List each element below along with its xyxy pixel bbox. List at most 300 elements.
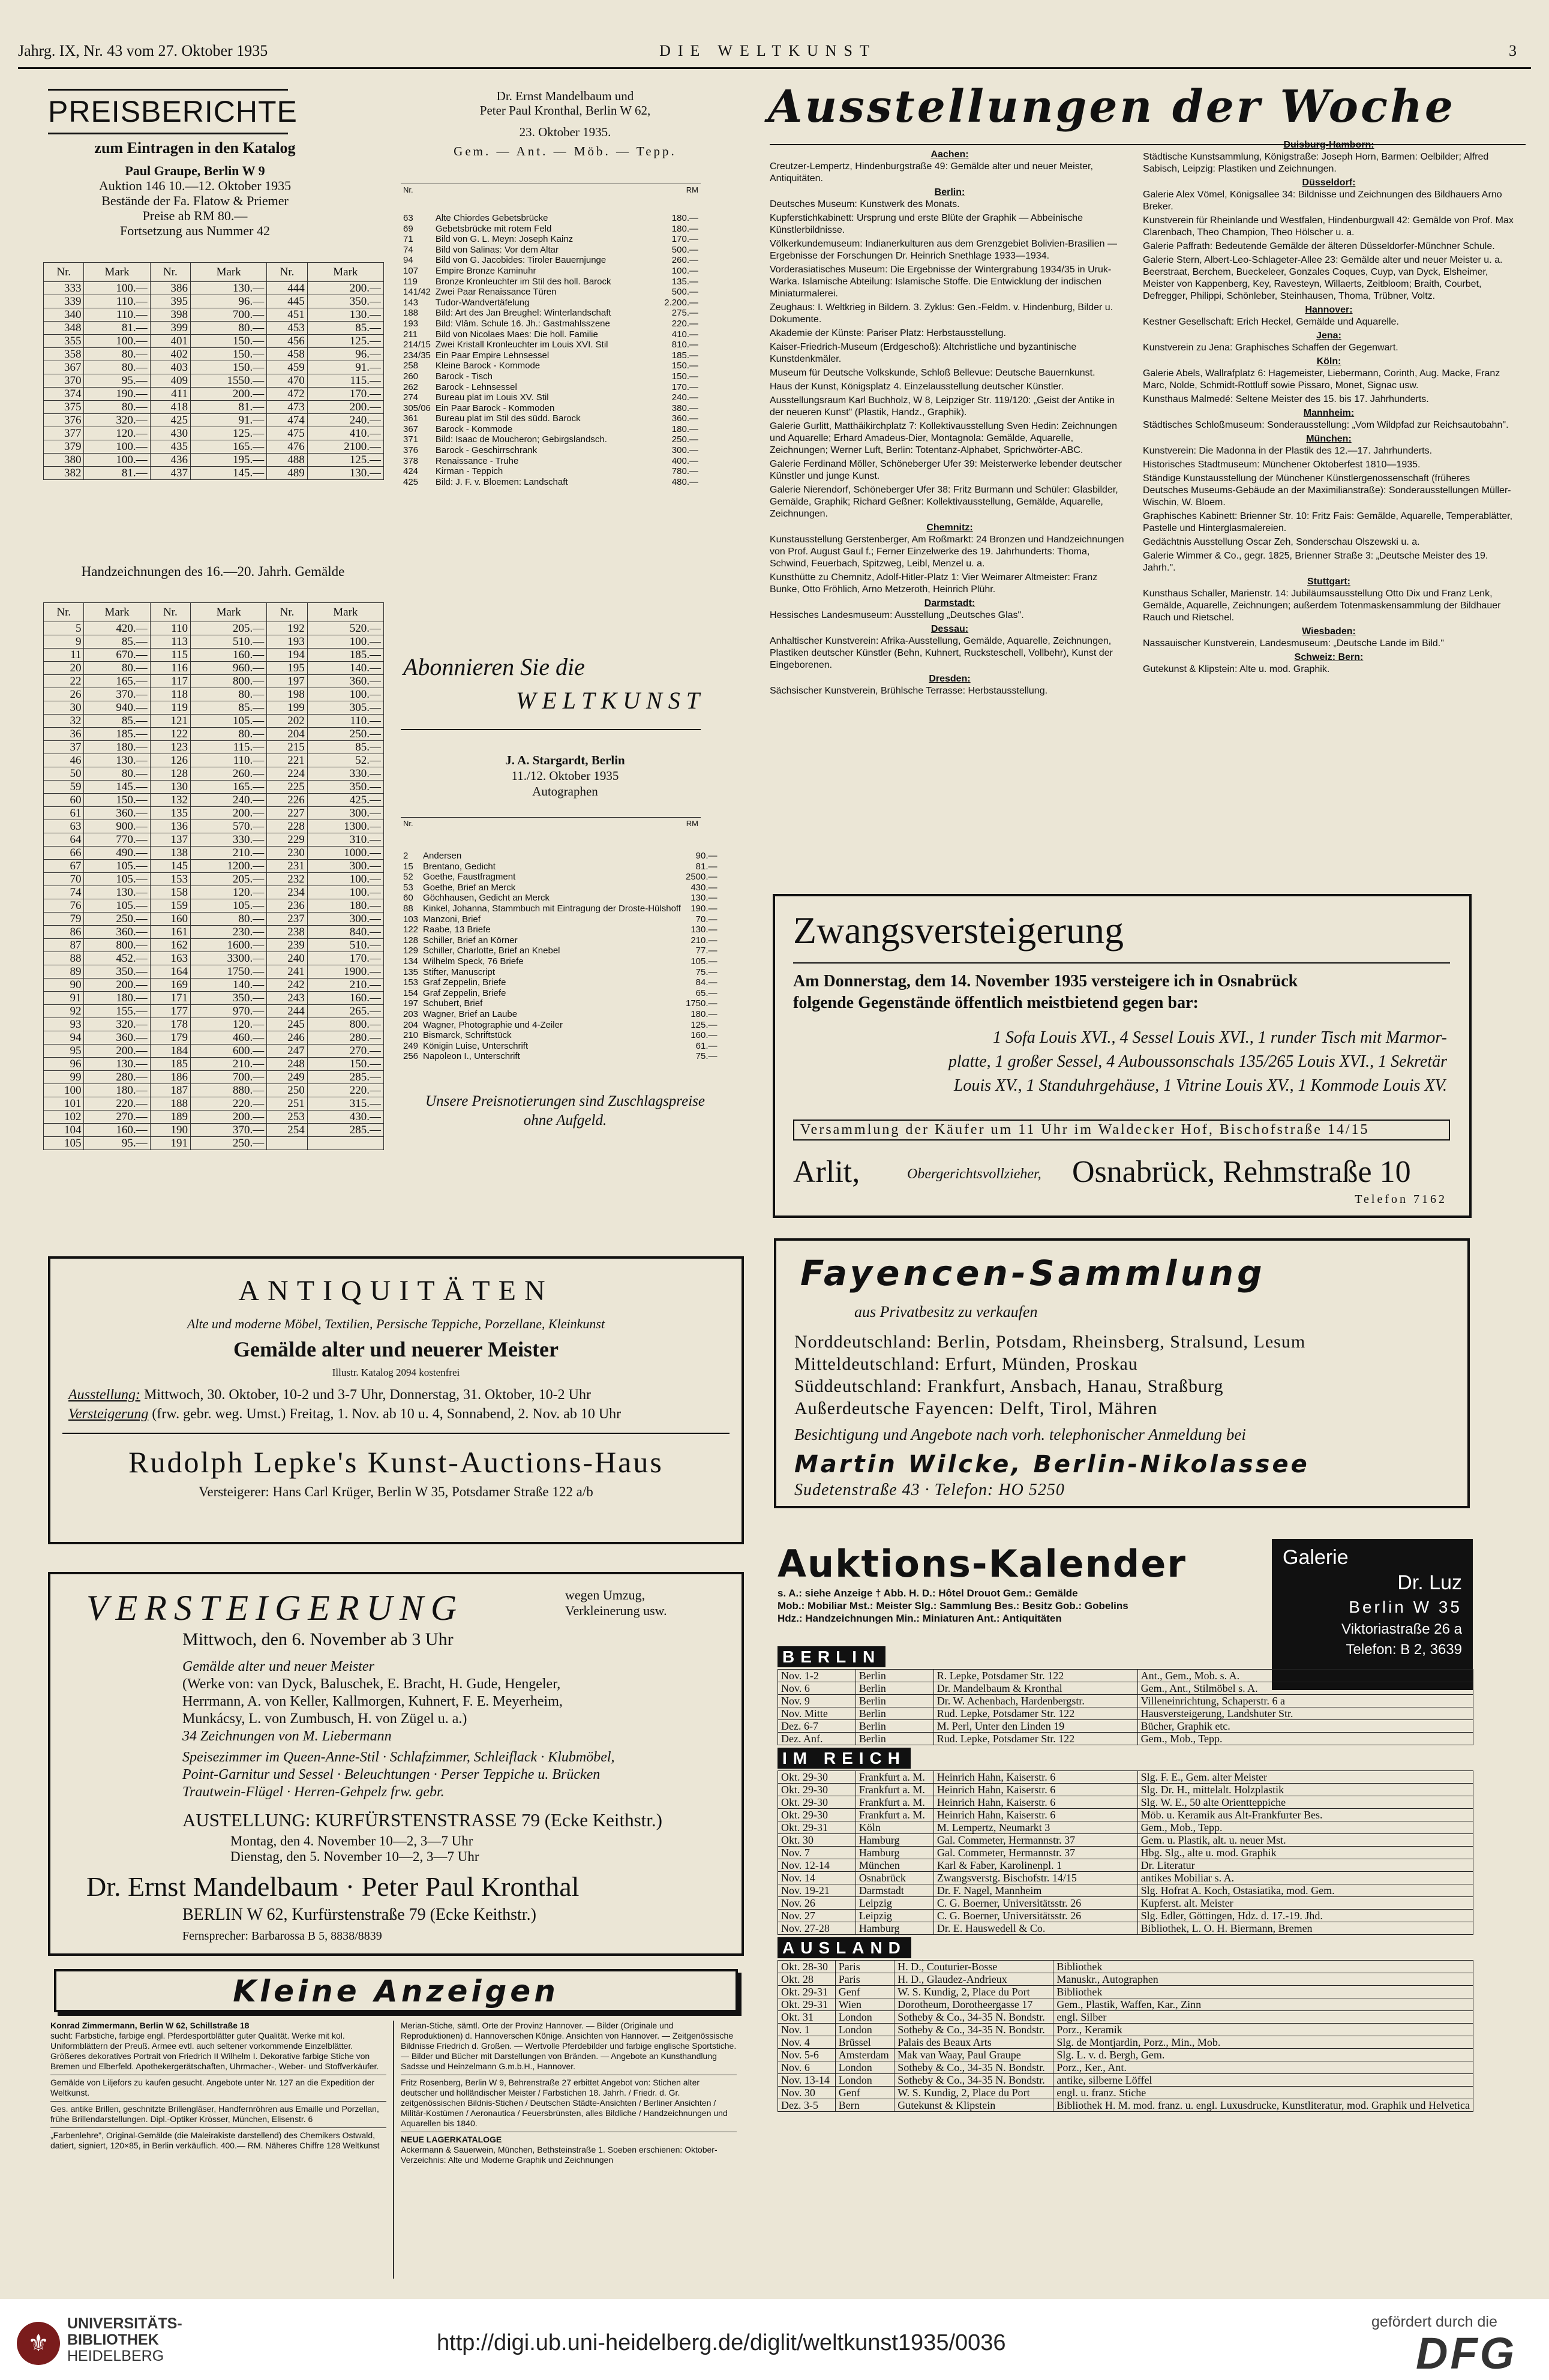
table-cell: 104	[44, 1124, 84, 1137]
lot-price: 84.—	[695, 977, 718, 988]
lot-number: 188	[403, 308, 419, 319]
lot-desc: Empire Bronze Kaminuhr	[435, 265, 536, 276]
table-cell: 180.—	[84, 992, 150, 1005]
list-item	[401, 382, 701, 393]
lot-desc: Zwei Paar Renaissance Türen	[435, 287, 557, 298]
klein-entry: Fritz Rosenberg, Berlin W 9, Behrenstraße 27 erbittet Angebot von: Stichen alter deutscher und holländischer Meister / Farbstichen 18. Jahrh. / Friedr. d. Gr. zeitgenössischen Bildnis-Stichen / Deutschen Städte-Ansichten / Berliner Ansichten / Militär-Kostümen / Aeronautica / Feuersbrünsten, alles Bildliche / Handzeichnungen und Aquarellen bis 1840.	[401, 2075, 737, 2129]
lot-price: 400.—	[671, 455, 698, 466]
table-row	[44, 1071, 384, 1084]
klein-title: Kleine Anzeigen	[233, 1974, 559, 2009]
lot-price: 135.—	[671, 276, 698, 287]
starg-h1: J. A. Stargardt, Berlin	[505, 753, 625, 767]
table-cell: 115.—	[307, 374, 383, 388]
table-row	[778, 2036, 1473, 2049]
list-item	[401, 977, 720, 988]
table-cell: Porz., Ker., Ant.	[1053, 2061, 1473, 2074]
fay-name: Martin Wilcke, Berlin-Nikolassee	[794, 1451, 1310, 1478]
lot-price: 180.—	[691, 1009, 718, 1019]
lot-desc: Manzoni, Brief	[423, 914, 481, 925]
table-cell: Berlin	[855, 1670, 933, 1682]
exhibition-entry: Kestner Gesellschaft: Erich Heckel, Gemälde und Aquarelle.	[1143, 317, 1399, 327]
lot-price: 75.—	[695, 1051, 718, 1062]
exhibition-entry: Kupferstichkabinett: Ursprung und erste Blüte der Graphik — Abbeinische Künstlerbildnisse.	[770, 213, 1083, 235]
table-cell: Heinrich Hahn, Kaiserstr. 6	[933, 1784, 1137, 1796]
lot-number: 214/15	[403, 340, 431, 350]
list-item	[401, 213, 701, 224]
table-cell: 32	[44, 715, 84, 728]
table-row	[44, 401, 384, 414]
table-cell: 100.—	[84, 282, 150, 295]
lot-price: 300.—	[671, 445, 698, 456]
table-cell: 401	[150, 335, 190, 348]
table-cell: 50	[44, 767, 84, 781]
table-cell: 280.—	[84, 1071, 150, 1084]
exhibition-entry: Akademie der Künste: Pariser Platz: Herbstausstellung.	[770, 328, 1006, 338]
lot-price: 180.—	[671, 213, 698, 223]
table-cell: 360.—	[307, 675, 383, 688]
lot-price: 180.—	[671, 424, 698, 434]
table-cell: 85.—	[307, 741, 383, 754]
table-cell: 880.—	[191, 1084, 267, 1097]
city-heading: Hannover:	[1305, 305, 1353, 315]
table-cell: 270.—	[307, 1045, 383, 1058]
preis-title: PREISBERICHTE	[48, 89, 288, 134]
table-cell: 472	[267, 388, 307, 401]
table-cell: 110.—	[307, 715, 383, 728]
list-item	[401, 988, 720, 999]
table-cell: 81.—	[84, 467, 150, 480]
table-cell: 115	[150, 649, 190, 662]
table-cell: Palais des Beaux Arts	[894, 2036, 1053, 2049]
starg-header	[397, 752, 733, 799]
table-cell: 198	[267, 688, 307, 701]
lot-desc: Schiller, Charlotte, Brief an Knebel	[423, 946, 560, 956]
table-cell: 451	[267, 308, 307, 322]
table-cell: 70	[44, 873, 84, 886]
table-cell: 474	[267, 414, 307, 427]
table-row	[778, 1695, 1473, 1707]
table-cell: 395	[150, 295, 190, 308]
fay-places: Erfurt, Münden, Proskau	[945, 1354, 1138, 1374]
table-row	[44, 374, 384, 388]
table-cell: 900.—	[84, 820, 150, 833]
mandel-cats: Gem. — Ant. — Möb. — Tepp.	[454, 144, 677, 158]
table-cell: 60	[44, 794, 84, 807]
table-cell: 470	[267, 374, 307, 388]
table-cell: 100	[44, 1084, 84, 1097]
table-row	[778, 1784, 1473, 1796]
column-header: Nr.	[44, 263, 84, 282]
table-cell: 126	[150, 754, 190, 767]
table-cell: 305.—	[307, 701, 383, 715]
fay-title: Fayencen-Sammlung	[800, 1253, 1266, 1293]
lot-price: 410.—	[671, 329, 698, 340]
antiq-firm: Rudolph Lepke's Kunst-Auctions-Haus	[128, 1445, 664, 1479]
table-cell: 123	[150, 741, 190, 754]
table-cell: 200.—	[191, 1111, 267, 1124]
exhibition-entry: Völkerkundemuseum: Indianerkulturen aus dem Grenzgebiet Bolivien-Brasilien — Ergebnisse der Forschungen Dr. Heinrich Snethlage 1933—1934.	[770, 239, 1117, 261]
klein-entry: Konrad Zimmermann, Berlin W 62, Schillstraße 18	[50, 2021, 250, 2030]
table-cell: 140.—	[307, 662, 383, 675]
table-cell: 80.—	[84, 361, 150, 374]
table-cell: 398	[150, 308, 190, 322]
table-cell: 130.—	[307, 308, 383, 322]
table-cell: 1300.—	[307, 820, 383, 833]
table-cell: 160	[150, 913, 190, 926]
table-cell: 81.—	[84, 322, 150, 335]
lot-price: 210.—	[691, 935, 718, 946]
table-cell: 248	[267, 1058, 307, 1071]
lot-desc: Andersen	[423, 851, 462, 861]
table-cell: 110.—	[84, 308, 150, 322]
table-cell: 700.—	[191, 308, 267, 322]
table-cell: 399	[150, 322, 190, 335]
exhibition-entry: Galerie Paffrath: Bedeutende Gemälde der älteren Düsseldorfer-Münchner Schule.	[1143, 241, 1495, 251]
table-row	[44, 847, 384, 860]
table-cell: Heinrich Hahn, Kaiserstr. 6	[933, 1796, 1137, 1809]
table-row	[44, 1018, 384, 1031]
table-cell: 435	[150, 440, 190, 454]
preis-line: Auktion 146 10.—12. Oktober 1935	[98, 178, 292, 193]
table-cell: 220.—	[307, 1084, 383, 1097]
city-heading: Schweiz: Bern:	[1294, 652, 1364, 662]
lot-desc: Wagner, Brief an Laube	[423, 1009, 518, 1019]
lot-desc: Göchhausen, Gedicht an Merck	[423, 893, 550, 904]
table-row	[44, 454, 384, 467]
table-cell: London	[835, 2061, 894, 2074]
table-row	[44, 1058, 384, 1071]
table-row	[778, 1682, 1473, 1695]
table-cell: 163	[150, 952, 190, 965]
table-cell: Nov. 1	[778, 2024, 836, 2036]
source-url-link[interactable]: http://digi.ub.uni-heidelberg.de/diglit/weltkunst1935/0036	[437, 2330, 1006, 2355]
lot-desc: Bild: Vlām. Schule 16. Jh.: Gastmahlsszene	[435, 318, 610, 329]
list-item	[401, 998, 720, 1009]
table-cell: 436	[150, 454, 190, 467]
lot-desc: Zwei Kristall Kronleuchter im Louis XVI. Stil	[435, 340, 608, 350]
table-cell: 185.—	[307, 649, 383, 662]
exhibition-entry: Historisches Stadtmuseum: Münchener Oktoberfest 1810—1935.	[1143, 460, 1421, 470]
table-row	[44, 741, 384, 754]
table-cell: 238	[267, 926, 307, 939]
list-item	[401, 456, 701, 467]
table-cell: 100.—	[84, 454, 150, 467]
starg-colheads	[401, 817, 701, 829]
table-cell: 360.—	[84, 926, 150, 939]
lot-price: 81.—	[695, 861, 718, 872]
table-cell: 145.—	[191, 467, 267, 480]
table-cell: Slg. F. E., Gem. alter Meister	[1137, 1771, 1473, 1784]
lot-price: 360.—	[671, 413, 698, 424]
lot-desc: Kinkel, Johanna, Stammbuch mit Eintragung der Droste-Hülshoff	[423, 903, 681, 914]
table-cell: 374	[44, 388, 84, 401]
table-cell: 280.—	[307, 1031, 383, 1045]
table-cell: 120.—	[84, 427, 150, 440]
table-cell: Porz., Keramik	[1053, 2024, 1473, 2036]
uni-name	[67, 2316, 182, 2364]
table-cell: 190	[150, 1124, 190, 1137]
kal-section-heading	[777, 1749, 1473, 1768]
table-row	[44, 1111, 384, 1124]
table-cell: 200.—	[84, 979, 150, 992]
table-cell: 150.—	[191, 361, 267, 374]
table-cell: 99	[44, 1071, 84, 1084]
table-cell: Nov. 6	[778, 1682, 856, 1695]
table-row	[44, 794, 384, 807]
table-row	[44, 361, 384, 374]
list-item	[401, 224, 701, 235]
table-cell: 110.—	[84, 295, 150, 308]
table-cell: 520.—	[307, 622, 383, 635]
lot-price: 220.—	[671, 318, 698, 329]
lot-number: 378	[403, 455, 419, 466]
antiq-l4-text: Mittwoch, 30. Oktober, 10-2 und 3-7 Uhr, Donnerstag, 31. Oktober, 10-2 Uhr	[144, 1387, 591, 1403]
table-cell: Okt. 31	[778, 2011, 836, 2024]
table-cell: 85.—	[84, 635, 150, 649]
table-cell: Ant., Gem., Mob. s. A.	[1137, 1670, 1473, 1682]
journal-title: DIE WELTKUNST	[659, 42, 876, 59]
table-cell: Okt. 30	[778, 1834, 856, 1847]
table-cell: Dr. E. Hauswedell & Co.	[933, 1922, 1137, 1935]
antiq-l5-text: (frw. gebr. weg. Umst.) Freitag, 1. Nov. ab 10 u. 4, Sonnabend, 2. Nov. ab 10 Uhr	[152, 1406, 622, 1422]
table-cell: Wien	[835, 1998, 894, 2011]
table-cell: Hausversteigerung, Landshuter Str.	[1137, 1707, 1473, 1720]
kal-legend-2: Mob.: Mobiliar Mst.: Meister Slg.: Sammlung Bes.: Besitz Gob.: Gobelins	[777, 1600, 1128, 1611]
table-cell: 91.—	[307, 361, 383, 374]
lot-price: 70.—	[695, 914, 718, 925]
table-cell: Okt. 29-30	[778, 1771, 856, 1784]
table-row	[44, 807, 384, 820]
lot-price: 1750.—	[685, 998, 718, 1009]
list-item	[401, 392, 701, 403]
lot-number: 193	[403, 318, 419, 329]
verst-side	[565, 1587, 667, 1619]
list-item	[401, 266, 701, 277]
table-cell: 159	[150, 899, 190, 913]
table-cell: 64	[44, 833, 84, 847]
table-cell: 1000.—	[307, 847, 383, 860]
divider	[393, 2021, 394, 2279]
table-cell: Bibliothek H. M. mod. franz. u. engl. Luxusdrucke, Kunstliteratur, mod. Graphik und Helvetica	[1053, 2099, 1473, 2112]
city-heading: Aachen:	[930, 149, 969, 160]
kal-section-label: AUSLAND	[777, 1937, 911, 1958]
table-cell: 285.—	[307, 1124, 383, 1137]
table-cell: 285.—	[307, 1071, 383, 1084]
mandel-colheads	[401, 184, 701, 196]
table-cell: 490.—	[84, 847, 150, 860]
lot-number: 367	[403, 424, 419, 434]
klein-entry: Ackermann & Sauerwein, München, Bethsteinstraße 1. Soeben erschienen: Oktober-Verzeichnis: Alte und Moderne Graphik und Zeichnungen	[401, 2145, 718, 2165]
table-cell: engl. Silber	[1053, 2011, 1473, 2024]
table-row	[778, 2011, 1473, 2024]
list-item	[401, 245, 701, 256]
verst-side1: wegen Umzug,	[565, 1587, 646, 1602]
table-cell: 170.—	[307, 388, 383, 401]
antiq-l4	[68, 1387, 591, 1403]
table-cell: Dr. F. Nagel, Mannheim	[933, 1884, 1137, 1897]
exhibition-entry: Galerie Ferdinand Möller, Schöneberger Ufer 39: Meisterwerke lebender deutscher Künstler und junge Kunst.	[770, 459, 1122, 481]
lot-price: 430.—	[691, 882, 718, 893]
table-cell: Heinrich Hahn, Kaiserstr. 6	[933, 1771, 1137, 1784]
lot-price: 100.—	[671, 265, 698, 276]
table-row	[44, 388, 384, 401]
table-cell: Slg. de Montjardin, Porz., Min., Mob.	[1053, 2036, 1473, 2049]
table-cell: 186	[150, 1071, 190, 1084]
fay-list	[794, 1331, 1305, 1419]
preis-sub: zum Eintragen in den Katalog	[94, 139, 296, 157]
table-row	[778, 1986, 1473, 1998]
table-cell: 488	[267, 454, 307, 467]
table-cell: 260.—	[191, 767, 267, 781]
table-cell: 150.—	[191, 348, 267, 361]
exhibition-entry: Ständige Kunstausstellung der Münchener Künstlergenossenschaft (früheres Deutsches Museums-Gebäude an der Maximilianstraße): Sonderausstellungen Müller-Wischin, W. Bloem.	[1143, 473, 1511, 508]
table-cell: 3300.—	[191, 952, 267, 965]
table-cell: Okt. 28	[778, 1973, 836, 1986]
table-cell: 105.—	[84, 873, 150, 886]
table-cell: 118	[150, 688, 190, 701]
exhibition-entry: Gedächtnis Ausstellung Oscar Zeh, Sonderschau Olszewski u. a.	[1143, 537, 1420, 547]
lot-price: 125.—	[691, 1019, 718, 1030]
table-row	[44, 873, 384, 886]
table-cell: 452.—	[84, 952, 150, 965]
column-header: Nr.	[150, 603, 190, 622]
table-cell: Genf	[835, 2087, 894, 2099]
table-cell: 225	[267, 781, 307, 794]
table-row	[778, 1961, 1473, 1973]
klein-col-2	[401, 2021, 737, 2165]
fay-region: Norddeutschland:	[794, 1332, 932, 1352]
table-cell: 90	[44, 979, 84, 992]
lot-desc: Kleine Barock - Kommode	[435, 361, 541, 371]
table-cell: 120.—	[191, 886, 267, 899]
table-cell: 800.—	[84, 939, 150, 952]
page-number: 3	[1509, 42, 1517, 59]
table-cell: 46	[44, 754, 84, 767]
table-row	[44, 1005, 384, 1018]
table-cell: Berlin	[855, 1733, 933, 1745]
table-cell: 376	[44, 414, 84, 427]
table-cell: 445	[267, 295, 307, 308]
divider	[62, 1433, 730, 1434]
table-row	[778, 1771, 1473, 1784]
table-cell: 130	[150, 781, 190, 794]
col-nr: Nr.	[403, 819, 413, 828]
table-cell: 95.—	[84, 374, 150, 388]
table-cell: 940.—	[84, 701, 150, 715]
table-cell: Nov. 13-14	[778, 2074, 836, 2087]
table-cell: Rud. Lepke, Potsdamer Str. 122	[933, 1707, 1137, 1720]
table-cell: 122	[150, 728, 190, 741]
zwang-ad	[773, 894, 1472, 1218]
antiq-l4-label: Ausstellung:	[68, 1387, 140, 1403]
uni-2: BIBLIOTHEK	[67, 2331, 159, 2348]
lot-desc: Bild: Isaac de Moucheron; Gebirgslandsch.	[435, 434, 607, 445]
table-cell: Frankfurt a. M.	[855, 1771, 933, 1784]
lot-desc: Gebetsbrücke mit rotem Feld	[435, 223, 552, 234]
table-cell: 458	[267, 348, 307, 361]
table-row	[44, 939, 384, 952]
table-cell: 510.—	[307, 939, 383, 952]
luz-g3: Berlin W 35	[1349, 1598, 1462, 1616]
table-cell: 85.—	[307, 322, 383, 335]
table-row	[44, 926, 384, 939]
lot-desc: Stifter, Manuscript	[423, 967, 496, 977]
table-cell: Osnabrück	[855, 1872, 933, 1884]
table-cell: 96.—	[191, 295, 267, 308]
lot-number: 258	[403, 361, 419, 371]
table-cell: Berlin	[855, 1695, 933, 1707]
column-header: Nr.	[44, 603, 84, 622]
zwang-role: Obergerichtsvollzieher,	[907, 1166, 1041, 1182]
lot-price: 250.—	[671, 434, 698, 445]
table-cell: Karl & Faber, Karolinenpl. 1	[933, 1859, 1137, 1872]
abo-line1: Abonnieren Sie die	[403, 653, 585, 680]
table-cell: 425	[150, 414, 190, 427]
table-cell: Slg. W. E., 50 alte Orientteppiche	[1137, 1796, 1473, 1809]
list-item	[401, 1030, 720, 1041]
table-cell: 130.—	[307, 467, 383, 480]
lot-price: 77.—	[695, 946, 718, 956]
table-cell: Okt. 29-31	[778, 1821, 856, 1834]
starg-h2: 11./12. Oktober 1935	[511, 769, 619, 783]
fay-places: Delft, Tirol, Mähren	[999, 1398, 1158, 1418]
exhibition-entry: Kunsthaus Malmedé: Seltene Meister des 15. bis 17. Jahrhunderts.	[1143, 394, 1429, 404]
table-cell: 161	[150, 926, 190, 939]
table-cell: 180.—	[84, 741, 150, 754]
lot-price: 150.—	[671, 371, 698, 382]
table-cell: Okt. 29-30	[778, 1796, 856, 1809]
table-cell: Frankfurt a. M.	[855, 1809, 933, 1821]
lot-desc: Bild von Nicolaes Maes: Die holl. Familie	[435, 329, 598, 340]
exhibition-entry: Kaiser-Friedrich-Museum (Erdgeschoß): Altchristliche und byzantinische Kunstdenkmäler.	[770, 342, 1077, 364]
table-cell: 76	[44, 899, 84, 913]
table-cell: 80.—	[191, 322, 267, 335]
klein-entry: NEUE LAGERKATALOGE	[401, 2132, 737, 2145]
table-cell: 670.—	[84, 649, 150, 662]
exhibition-entry: Kunstausstellung Gerstenberger, Am Roßmarkt: 24 Bronzen und Handzeichnungen von Prof. August Gaul f.; Ferner Einzelwerke des 19. Jahrhunderts: Thoma, Schwind, Feuerbach, Spitzweg, Leibl, Menzel u. a.	[770, 535, 1124, 569]
table-cell: 88	[44, 952, 84, 965]
table-cell: 770.—	[84, 833, 150, 847]
table-row	[44, 701, 384, 715]
dfg-note: gefördert durch die	[1371, 2313, 1497, 2330]
table-cell: Bern	[835, 2099, 894, 2112]
lot-number: 52	[403, 872, 413, 883]
table-row	[778, 2074, 1473, 2087]
table-cell: W. S. Kundig, 2, Place du Port	[894, 1986, 1053, 1998]
table-cell: 191	[150, 1137, 190, 1150]
table-cell: Slg. Dr. H., mittelalt. Holzplastik	[1137, 1784, 1473, 1796]
lot-number: 135	[403, 967, 419, 977]
zwang-i1: 1 Sofa Louis XVI., 4 Sessel Louis XVI., 1 runder Tisch mit Marmor-	[993, 1028, 1447, 1047]
col-rm: RM	[686, 185, 698, 194]
table-cell: 185.—	[84, 728, 150, 741]
table-cell: Dez. 6-7	[778, 1720, 856, 1733]
fay-region: Süddeutschland:	[794, 1376, 923, 1396]
table-cell: 377	[44, 427, 84, 440]
lot-desc: Barock - Kommode	[435, 424, 513, 434]
verst-s3: Trautwein-Flügel · Herren-Gehpelz frw. gebr.	[182, 1784, 445, 1800]
lot-desc: Bronze Kronleuchter im Stil des holl. Barock	[435, 276, 611, 287]
lot-desc: Bild: Art des Jan Breughel: Winterlandschaft	[435, 308, 611, 319]
antiq-l5	[68, 1406, 621, 1422]
lot-number: 88	[403, 903, 413, 914]
table-cell: antikes Mobiliar s. A.	[1137, 1872, 1473, 1884]
table-cell: 96	[44, 1058, 84, 1071]
table-row	[778, 1859, 1473, 1872]
table-cell: 153	[150, 873, 190, 886]
lot-desc: Graf Zeppelin, Briefe	[423, 977, 506, 988]
table-cell: 243	[267, 992, 307, 1005]
